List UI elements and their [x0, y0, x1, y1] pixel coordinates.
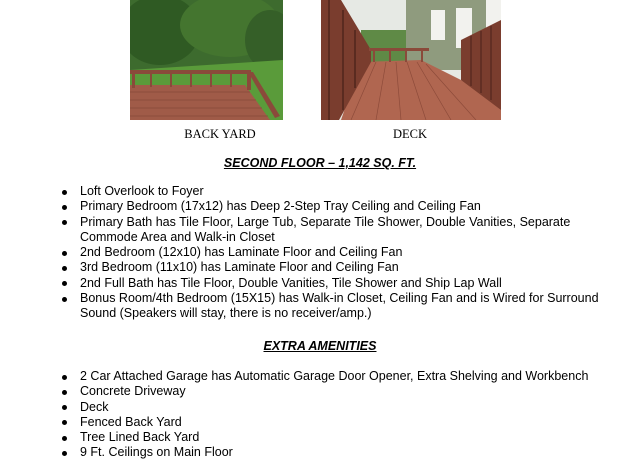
bullet-icon — [62, 205, 67, 210]
list-item: 2nd Bedroom (12x10) has Laminate Floor and Ceiling Fan — [0, 245, 640, 260]
list-item: Tree Lined Back Yard — [0, 430, 640, 445]
second-floor-list — [0, 184, 640, 322]
bullet-icon — [62, 390, 67, 395]
list-item: Primary Bedroom (17x12) has Deep 2-Step Tray Ceiling and Ceiling Fan — [0, 199, 640, 214]
list-item: Loft Overlook to Foyer — [0, 184, 640, 199]
deck-photo — [321, 0, 501, 120]
bullet-icon — [62, 451, 67, 456]
photo-caption-backyard: BACK YARD — [184, 127, 256, 141]
bullet-icon — [62, 266, 67, 271]
list-item: Bonus Room/4th Bedroom (15X15) has Walk-in Closet, Ceiling Fan and is Wired for Surround Sound (Speakers will stay, there is no receiver/amp.) — [0, 291, 640, 322]
bullet-icon — [62, 436, 67, 441]
bullet-icon — [62, 251, 67, 256]
extra-amenities-list — [0, 369, 640, 461]
list-item: Concrete Driveway — [0, 384, 640, 399]
bullet-icon — [62, 220, 67, 225]
bullet-icon — [62, 190, 67, 195]
list-item: 3rd Bedroom (11x10) has Laminate Floor and Ceiling Fan — [0, 260, 640, 275]
photo-caption-deck: DECK — [392, 127, 428, 141]
section-title-extra-amenities: EXTRA AMENITIES — [263, 339, 377, 353]
list-item: 2 Car Attached Garage has Automatic Garage Door Opener, Extra Shelving and Workbench — [0, 369, 640, 384]
list-item: Deck — [0, 400, 640, 415]
bullet-icon — [62, 375, 67, 380]
bullet-icon — [62, 297, 67, 302]
list-item: Fenced Back Yard — [0, 415, 640, 430]
list-item: Primary Bath has Tile Floor, Large Tub, Separate Tile Shower, Double Vanities, Separate Commode Area and Walk-in Closet — [0, 215, 640, 246]
backyard-photo — [130, 0, 283, 120]
list-item: 2nd Full Bath has Tile Floor, Double Vanities, Tile Shower and Ship Lap Wall — [0, 276, 640, 291]
bullet-icon — [62, 420, 67, 425]
section-title-second-floor: SECOND FLOOR – 1,142 SQ. FT. — [223, 156, 417, 170]
bullet-icon — [62, 281, 67, 286]
list-item: 9 Ft. Ceilings on Main Floor — [0, 445, 640, 460]
bullet-icon — [62, 405, 67, 410]
